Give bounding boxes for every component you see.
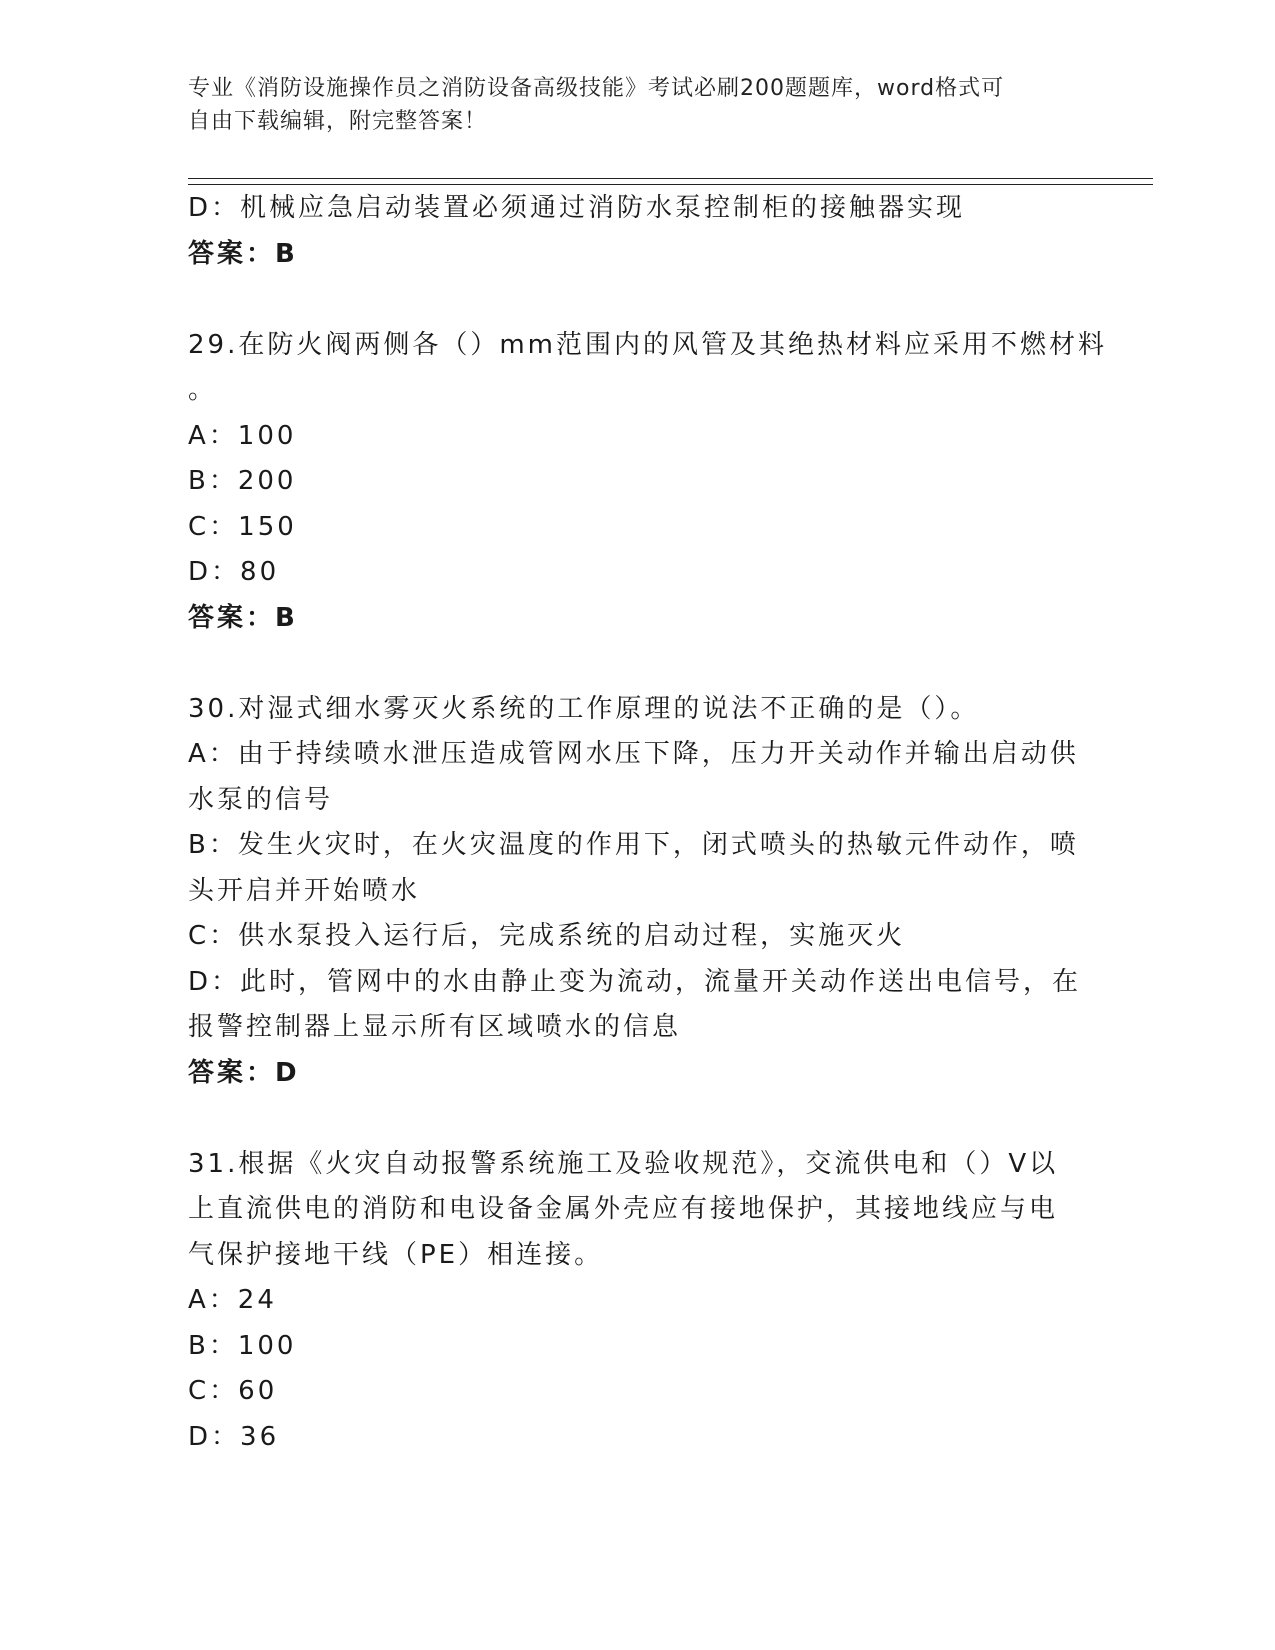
q31-option-a: A：24 bbox=[188, 1285, 277, 1315]
q29-option-d: D：80 bbox=[188, 557, 280, 587]
q30-option-b-line-2: 头开启并开始喷水 bbox=[188, 875, 421, 906]
q29-option-c: C：150 bbox=[188, 511, 297, 542]
q30-stem: 30.对湿式细水雾灭火系统的工作原理的说法不正确的是（）。 bbox=[188, 693, 980, 724]
q30-option-a-line-2: 水泵的信号 bbox=[188, 784, 334, 815]
header-rule-bottom bbox=[188, 184, 1153, 185]
prev-answer: 答案：B bbox=[188, 238, 298, 269]
page-header bbox=[188, 72, 1068, 138]
q29-stem-line-2: 。 bbox=[188, 375, 218, 405]
q31-option-d: D：36 bbox=[188, 1421, 280, 1452]
q30-option-d-line-1: D：此时，管网中的水由静止变为流动，流量开关动作送出电信号，在 bbox=[188, 966, 1082, 997]
spacer bbox=[188, 277, 1088, 323]
q30-option-c: C：供水泵投入运行后，完成系统的启动过程，实施灭火 bbox=[188, 921, 906, 951]
header-line-1: 专业《消防设施操作员之消防设备高级技能》考试必刷200题题库，word格式可 bbox=[188, 76, 1005, 101]
q29-stem-line-1: 29.在防火阀两侧各（）mm范围内的风管及其绝热材料应采用不燃材料 bbox=[188, 329, 1108, 360]
q29-answer: 答案：B bbox=[188, 602, 298, 633]
header-line-2: 自由下载编辑，附完整答案！ bbox=[188, 109, 488, 134]
spacer bbox=[188, 641, 1088, 687]
q29-option-b: B：200 bbox=[188, 466, 297, 496]
q31-stem-line-1: 31.根据《火灾自动报警系统施工及验收规范》，交流供电和（）V以 bbox=[188, 1148, 1059, 1179]
q30-answer: 答案：D bbox=[188, 1057, 300, 1088]
q29-option-a: A：100 bbox=[188, 420, 297, 451]
q31-stem-line-3: 气保护接地干线（PE）相连接。 bbox=[188, 1239, 604, 1270]
prev-option-d: D：机械应急启动装置必须通过消防水泵控制柜的接触器实现 bbox=[188, 193, 966, 223]
question-content bbox=[188, 186, 1108, 1460]
q30-option-d-line-2: 报警控制器上显示所有区域喷水的信息 bbox=[188, 1012, 682, 1042]
q31-option-c: C：60 bbox=[188, 1376, 278, 1406]
spacer bbox=[188, 1096, 1088, 1142]
header-rule-top bbox=[188, 178, 1153, 179]
q30-option-a-line-1: A：由于持续喷水泄压造成管网水压下降，压力开关动作并输出启动供 bbox=[188, 739, 1079, 769]
q30-option-b-line-1: B：发生火灾时，在火灾温度的作用下，闭式喷头的热敏元件动作，喷 bbox=[188, 830, 1079, 860]
q31-option-b: B：100 bbox=[188, 1330, 297, 1361]
q31-stem-line-2: 上直流供电的消防和电设备金属外壳应有接地保护，其接地线应与电 bbox=[188, 1194, 1059, 1224]
